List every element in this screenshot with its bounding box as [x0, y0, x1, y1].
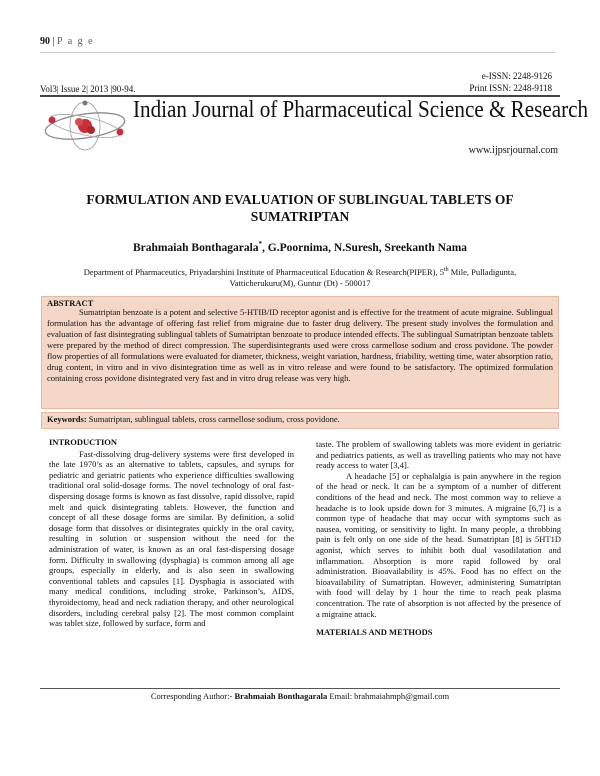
affiliation-line2: Vatticherukuru(M), Guntur (Dt) - 500017 — [229, 277, 371, 288]
keywords — [47, 414, 340, 424]
keywords-label: Keywords: — [47, 414, 87, 424]
author-list — [40, 240, 560, 254]
introduction-paragraph: Fast-dissolving drug-delivery systems were first developed in the late 1970’s as an alternative to tablets, capsules, and syrups for pediatric and geriatric patients who experience difficulties swallowing traditional oral solid-dosage forms. The novel technology of oral fast-dispersing dosage forms is known as fast dissolve, rapid dissolve, rapid melt and quick disintegrating tablets. However, the function and concept of all these dosage forms are similar. By definition, a solid dosage form that dissolves or disintegrates quickly in the oral cavity, resulting in solution or suspension without the need for the administration of water, is known as an oral fast-dispersing dosage form. Difficulty in swallowing (dysphagia) is common among all age groups, especially in elderly, and is also seen in swallowing conventional tablets and capsules [1]. Dysphagia is associated with many medical conditions, including stroke, Parkinson’s, AIDS, thyroidectomy, head and neck radiation therapy, and other neurological disorders, including cerebral palsy [2]. The most common complaint was tablet size, followed by surface, form and — [49, 448, 294, 629]
footer — [40, 691, 560, 701]
footer-author: Brahmaiah Bonthagarala — [234, 691, 328, 701]
right-paragraph-1: taste. The problem of swallowing tablets was more evident in geriatric and pediatrics patients, as well as travelling patients who may not have ready access to water [3,4]. — [316, 439, 561, 471]
volume-issue: Vol3| Issue 2| 2013 |90-94. — [40, 84, 136, 94]
keywords-text: Sumatriptan, sublingual tablets, cross carmellose sodium, cross povidone. — [88, 414, 340, 424]
introduction-heading: INTRODUCTION — [49, 437, 118, 447]
footer-rule — [40, 688, 560, 689]
methods-heading: MATERIALS AND METHODS — [316, 627, 433, 638]
affiliation — [40, 265, 560, 289]
corresponding-mark: * — [258, 240, 263, 248]
page-number-value: 90 — [40, 36, 50, 47]
header-rule — [40, 52, 555, 53]
issn-block — [469, 70, 552, 94]
eissn: e-ISSN: 2248-9126 — [481, 71, 552, 81]
left-column — [49, 437, 294, 629]
print-issn: Print ISSN: 2248-9118 — [469, 83, 552, 93]
abstract-text: Sumatriptan benzoate is a potent and selective 5-HTIB/ID receptor agonist and is effective for the treatment of acute migraine. Sublingual formulation has the advantage of offering fast relief from migraine due to faster drug delivery. The present study involves the formulation and evaluation of fast disintegrating sublingual tablets of Sumatriptan benzoate to produce intended effects. The sublingual Sumatriptan benzoate tablets were prepared by the method of direct compression. The superdisintegrants used were cross carmellose sodium and cross povidone. The powder flow properties of all formulations were evaluated for diameter, thickness, weight variation, hardness, friability, wetting time, water absorption ratio, drug content, in vitro and in vivo disintegration time as well as in vitro release and were found to be satisfactory. The optimized formulation containing cross povidone disintegrated very fast and in vitro drug release was very high. — [47, 307, 553, 383]
journal-logo-icon — [40, 98, 130, 154]
journal-name: Indian Journal of Pharmaceutical Science & Research — [133, 97, 589, 123]
footer-email[interactable]: Email: brahmaiahmph@gmail.com — [329, 691, 450, 701]
article-title: FORMULATION AND EVALUATION OF SUBLINGUAL TABLETS OF SUMATRIPTAN — [86, 192, 514, 224]
journal-website-link[interactable]: www.ijpsrjournal.com — [468, 145, 558, 156]
affiliation-part2: Mile, Pulladigunta, — [448, 266, 517, 277]
affiliation-ordinal: th — [444, 267, 449, 273]
headache-paragraph: A headache [5] or cephalalgia is pain anywhere in the region of the head or neck. It can be a symptom of a number of different conditions of the head and neck. The most common way to relieve a headache is to look upside down for 3 minutes. A migraine [6,7] is a common type of headache that may occur with symptoms such as nausea, vomiting, or sensitivity to light. In many people, a throbbing pain is felt only on one side of the head. Sumatriptan [8] is 5HT1D agonist, which serves to inhibit both dual vasodilatation and inflammation. Absorption is more rapid followed by oral administration. Bioavailability is 45%. Food has no effect on the bioavailability of Sumatriptan. However, administering Sumatriptan with food will delay by 1 hour the time to reach peak plasma concentration. The rate of absorption is not affected by the presence of a migraine attack. — [316, 470, 561, 619]
footer-label: Corresponding Author:- — [150, 691, 233, 701]
page-label: P a g e — [57, 36, 95, 47]
abstract-heading: ABSTRACT — [47, 298, 94, 308]
author-first: Brahmaiah Bonthagarala — [132, 241, 259, 254]
author-others: , G.Poornima, N.Suresh, Sreekanth Nama — [262, 241, 468, 254]
page-number — [40, 36, 94, 47]
right-column — [316, 439, 561, 638]
page-separator: | — [52, 36, 55, 47]
affiliation-part1: Department of Pharmaceutics, Priyadarshini Institute of Pharmaceutical Education & Research(PIPER), 5 — [83, 266, 444, 277]
